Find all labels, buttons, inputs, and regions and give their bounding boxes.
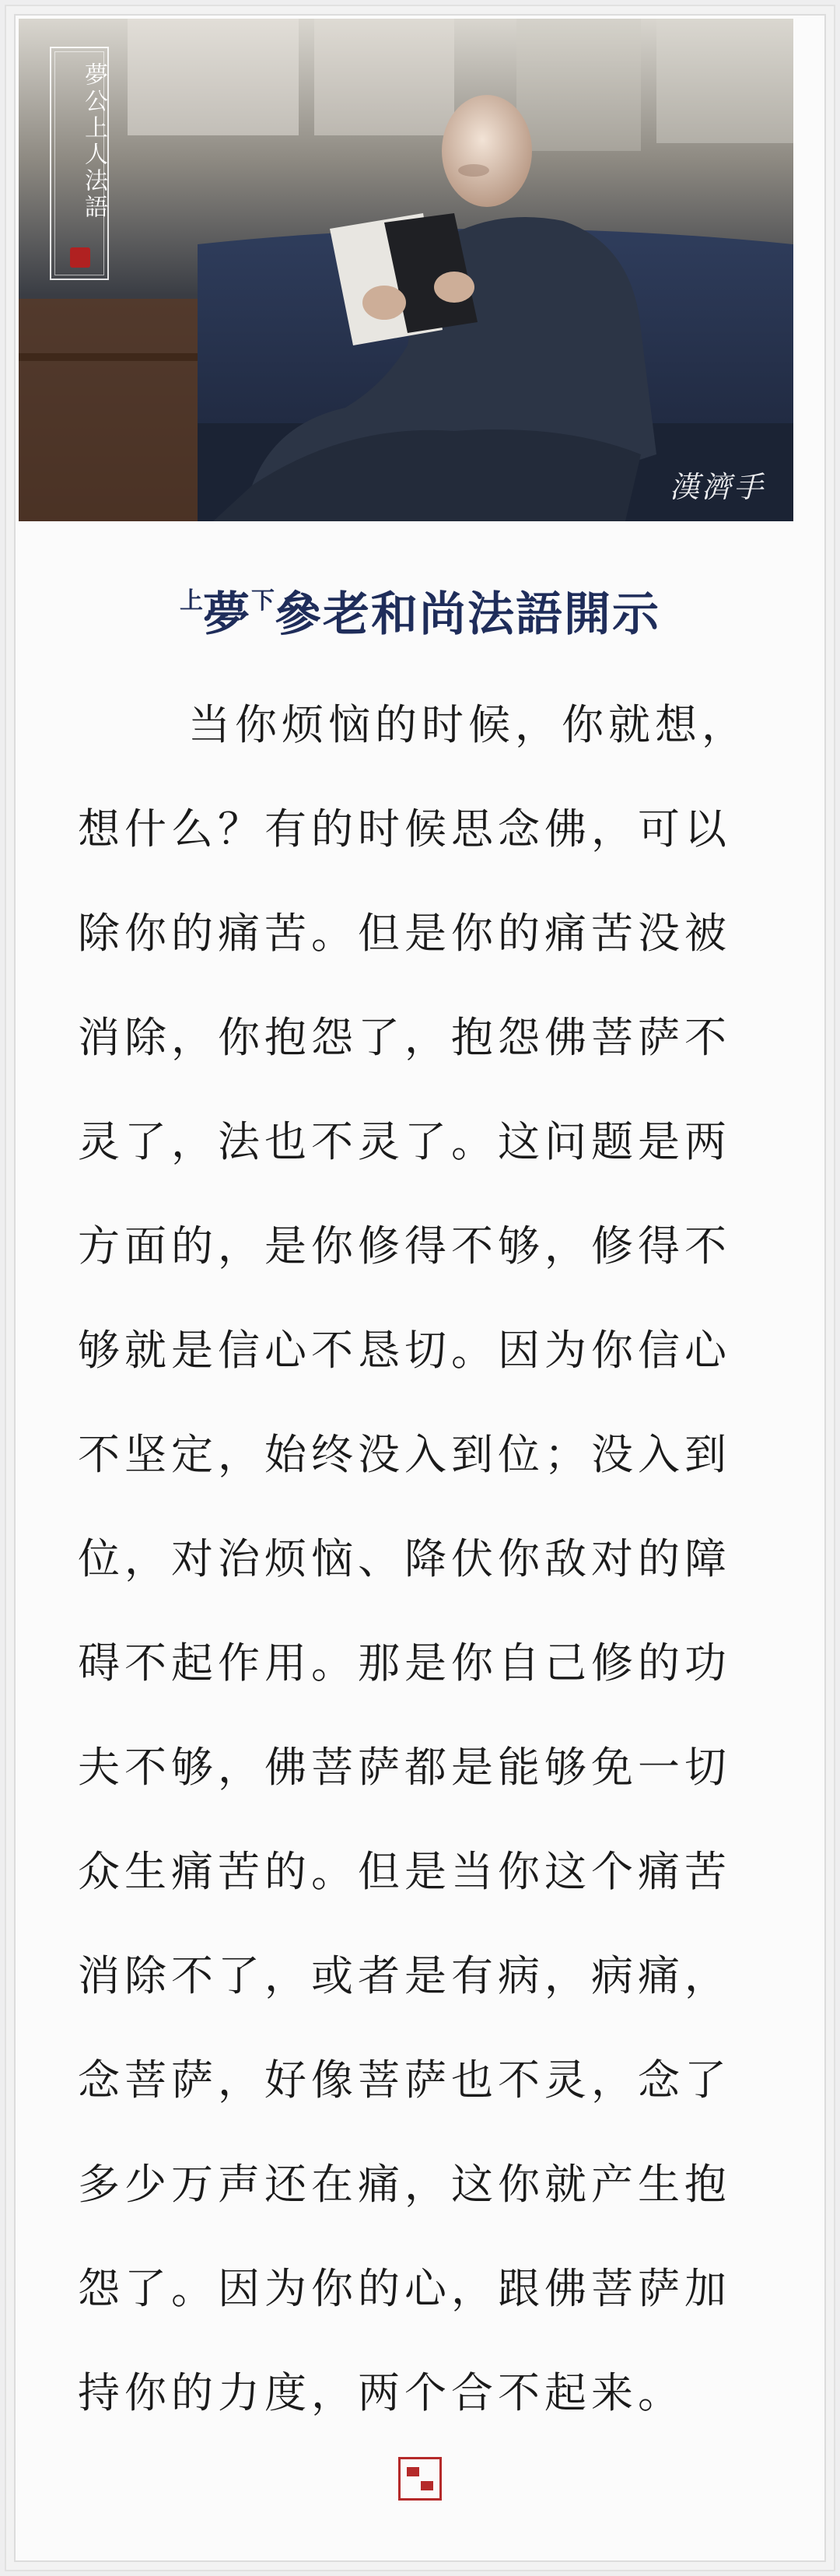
- title-main-text: 參老和尚法語開示: [275, 587, 660, 642]
- text-line: 念菩萨，好像菩萨也不灵，念了: [78, 2056, 731, 2105]
- calligraphy-signature: 漢濟手: [669, 470, 765, 504]
- monk-reading-photo: [19, 19, 793, 521]
- text-line: 怨了。因为你的心，跟佛菩萨加: [78, 2264, 731, 2313]
- title-honorific-up: 上: [180, 587, 203, 615]
- text-line: 除你的痛苦。但是你的痛苦没被: [78, 909, 731, 958]
- title-name-meng: 夢: [203, 587, 251, 642]
- text-line: 不坚定，始终没入到位；没入到: [78, 1430, 731, 1479]
- teaching-text: [78, 700, 762, 2476]
- photo-overlay-title: 夢公上人法語: [80, 62, 107, 221]
- text-line: 碍不起作用。那是你自己修的功: [78, 1638, 731, 1688]
- text-line: 多少万声还在痛，这你就产生抱: [78, 2160, 731, 2209]
- red-stamp-icon: [70, 247, 90, 268]
- photo-title-box: [50, 47, 109, 280]
- text-line: 想什么？有的时候思念佛，可以: [78, 804, 731, 853]
- text-line: 灵了，法也不灵了。这问题是两: [78, 1117, 731, 1166]
- text-line: 方面的，是你修得不够，修得不: [78, 1221, 731, 1270]
- page-title: [0, 577, 840, 644]
- title-honorific-down: 下: [251, 587, 275, 615]
- text-line: 消除，你抱怨了，抱怨佛菩萨不: [78, 1013, 731, 1062]
- photo-illustration: [19, 19, 793, 521]
- text-line: 当你烦恼的时候，你就想，: [188, 700, 748, 749]
- text-line: 够就是信心不恳切。因为你信心: [78, 1326, 731, 1375]
- text-line: 众生痛苦的。但是当你这个痛苦: [78, 1847, 731, 1896]
- text-line: 夫不够，佛菩萨都是能够免一切: [78, 1743, 731, 1792]
- text-line: 持你的力度，两个合不起来。: [78, 2368, 684, 2417]
- text-line: 消除不了，或者是有病，病痛，: [78, 1951, 731, 2000]
- text-line: 位，对治烦恼、降伏你敌对的障: [78, 1534, 731, 1583]
- red-seal-icon: [398, 2457, 442, 2501]
